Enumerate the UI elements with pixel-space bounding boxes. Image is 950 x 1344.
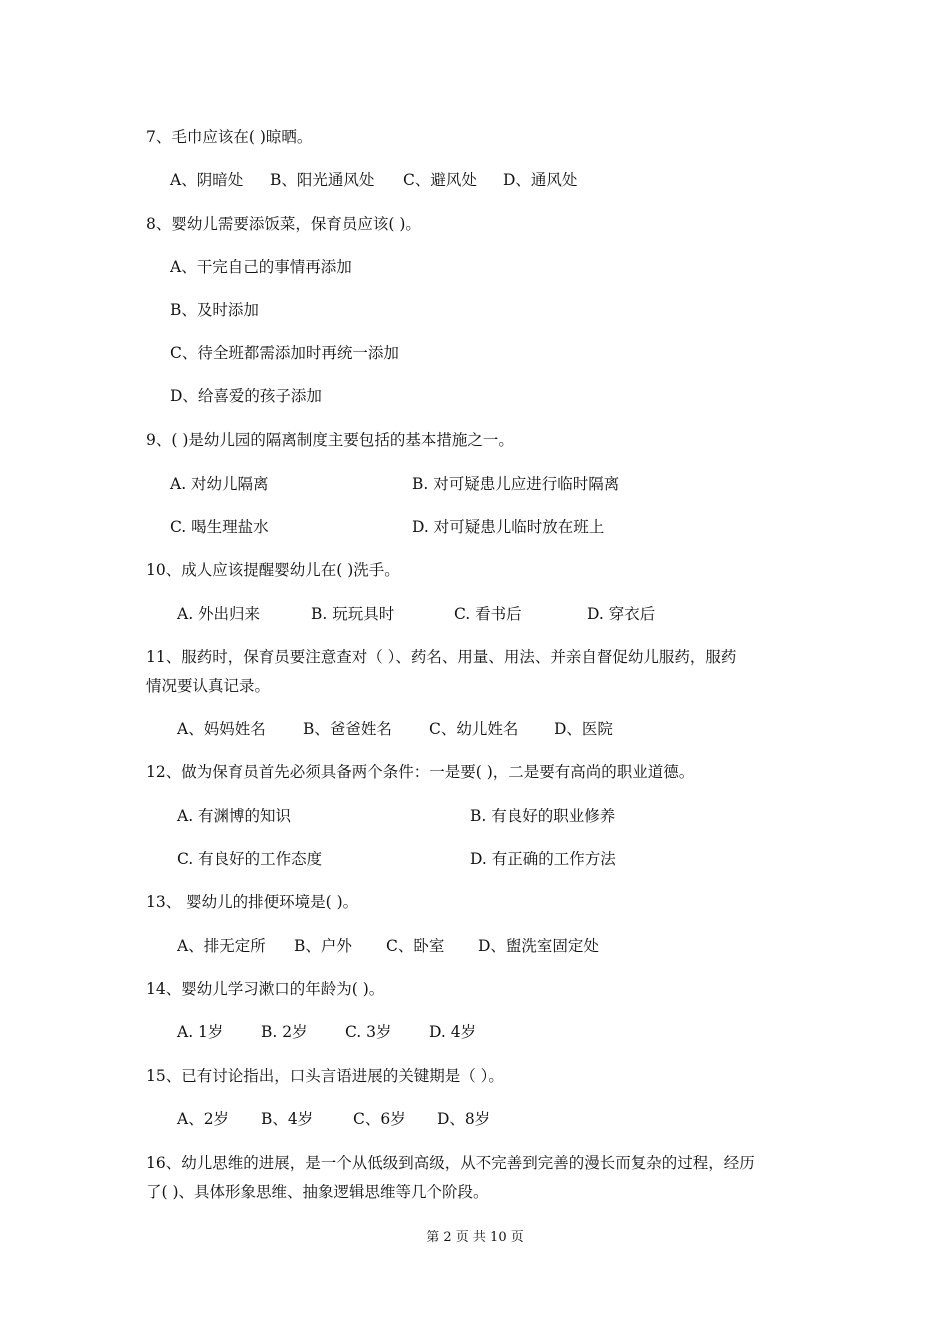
question-option: D、8岁 xyxy=(437,1110,491,1128)
question-stem: 11、服药时，保育员要注意查对（ ）、药名、用量、用法、并亲自督促幼儿服药，服药 xyxy=(146,648,737,666)
question-option: C、卧室 xyxy=(386,937,445,955)
question-stem: 7、毛巾应该在( )晾晒。 xyxy=(146,128,313,146)
question-option: B. 玩玩具时 xyxy=(311,605,395,623)
question-option: C、避风处 xyxy=(403,171,477,189)
question-option: A. 1岁 xyxy=(177,1023,224,1041)
question-option: A. 有渊博的知识 xyxy=(177,807,292,825)
question-option: D. 穿衣后 xyxy=(587,605,656,623)
question-option: B. 2岁 xyxy=(261,1023,308,1041)
question-option: A、妈妈姓名 xyxy=(177,720,266,738)
question-option: D、盥洗室固定处 xyxy=(478,937,599,955)
question-option: A、2岁 xyxy=(177,1110,230,1128)
question-option: D. 对可疑患儿临时放在班上 xyxy=(412,518,605,536)
question-option: C. 喝生理盐水 xyxy=(170,518,269,536)
question-stem: 12、做为保育员首先必须具备两个条件：一是要( )，二是要有高尚的职业道德。 xyxy=(146,763,695,781)
question-option: B. 对可疑患儿应进行临时隔离 xyxy=(412,475,620,493)
question-option: D. 有正确的工作方法 xyxy=(470,850,616,868)
question-option: C、幼儿姓名 xyxy=(429,720,519,738)
question-option: A. 对幼儿隔离 xyxy=(170,475,269,493)
question-option: B. 有良好的职业修养 xyxy=(470,807,616,825)
question-stem-continued: 了( )、具体形象思维、抽象逻辑思维等几个阶段。 xyxy=(146,1183,489,1201)
question-option: A、排无定所 xyxy=(177,937,266,955)
question-option: B、及时添加 xyxy=(170,301,259,319)
question-stem-continued: 情况要认真记录。 xyxy=(146,677,271,695)
question-option: C. 有良好的工作态度 xyxy=(177,850,323,868)
question-option: D. 4岁 xyxy=(429,1023,477,1041)
question-option: D、给喜爱的孩子添加 xyxy=(170,387,322,405)
question-stem: 13、 婴幼儿的排便环境是( )。 xyxy=(146,893,359,911)
question-option: D、医院 xyxy=(554,720,613,738)
question-stem: 14、婴幼儿学习漱口的年龄为( )。 xyxy=(146,980,385,998)
question-option: B、户外 xyxy=(294,937,352,955)
question-stem: 8、婴幼儿需要添饭菜，保育员应该( )。 xyxy=(146,215,421,233)
question-option: A、干完自己的事情再添加 xyxy=(170,258,352,276)
question-option: C、6岁 xyxy=(353,1110,406,1128)
question-option: A、阴暗处 xyxy=(170,171,244,189)
question-option: A. 外出归来 xyxy=(177,605,261,623)
page-number-footer: 第 2 页 共 10 页 xyxy=(426,1230,524,1245)
question-option: C、待全班都需添加时再统一添加 xyxy=(170,344,399,362)
question-option: B、爸爸姓名 xyxy=(303,720,392,738)
question-stem: 15、已有讨论指出，口头言语进展的关键期是（ ）。 xyxy=(146,1067,504,1085)
question-option: C. 3岁 xyxy=(345,1023,392,1041)
question-option: B、4岁 xyxy=(261,1110,314,1128)
question-option: D、通风处 xyxy=(503,171,578,189)
question-option: B、阳光通风处 xyxy=(270,171,375,189)
question-stem: 9、( )是幼儿园的隔离制度主要包括的基本措施之一。 xyxy=(146,431,514,449)
question-stem: 16、幼儿思维的进展，是一个从低级到高级，从不完善到完善的漫长而复杂的过程，经历 xyxy=(146,1154,755,1172)
question-stem: 10、成人应该提醒婴幼儿在( )洗手。 xyxy=(146,561,400,579)
question-option: C. 看书后 xyxy=(454,605,522,623)
